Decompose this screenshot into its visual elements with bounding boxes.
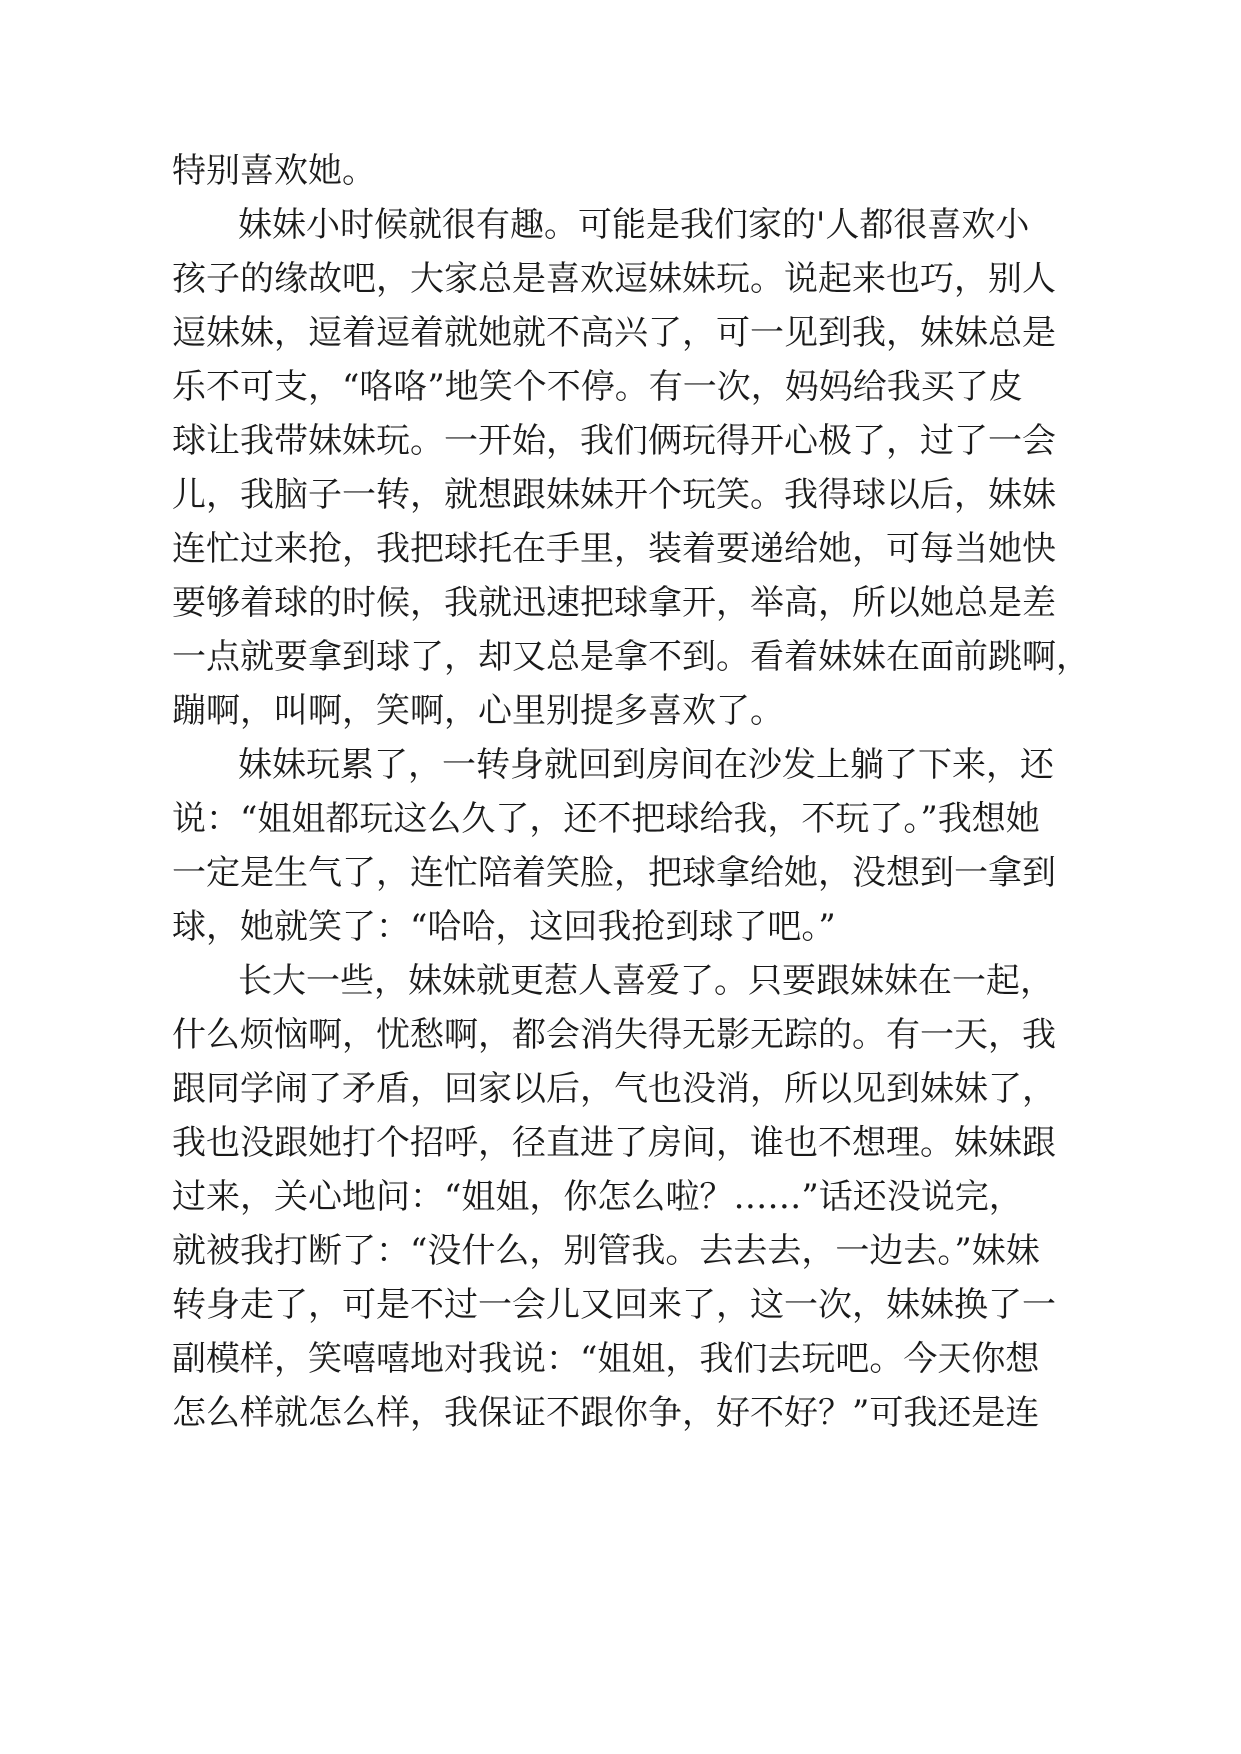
text-line: 蹦啊，叫啊，笑啊，心里别提多喜欢了。 [172,691,784,731]
text-line: 就被我打断了：“没什么，别管我。去去去，一边去。”妹妹 [172,1231,1040,1271]
paragraph-first-line: 妹妹小时候就很有趣。可能是我们家的'人都很喜欢小 [238,205,1030,245]
text-line: 儿，我脑子一转，就想跟妹妹开个玩笑。我得球以后，妹妹 [172,475,1056,515]
text-line: 跟同学闹了矛盾，回家以后，气也没消，所以见到妹妹了， [172,1069,1056,1109]
text-line: 要够着球的时候，我就迅速把球拿开，举高，所以她总是差 [172,583,1056,623]
text-line: 怎么样就怎么样，我保证不跟你争，好不好？”可我还是连 [172,1393,1040,1433]
text-line: 球让我带妹妹玩。一开始，我们俩玩得开心极了，过了一会 [172,421,1056,461]
paragraph-first-line: 妹妹玩累了，一转身就回到房间在沙发上躺了下来，还 [238,745,1054,785]
text-line: 过来，关心地问：“姐姐，你怎么啦？……”话还没说完， [172,1177,1023,1217]
text-line: 我也没跟她打个招呼，径直进了房间，谁也不想理。妹妹跟 [172,1123,1056,1163]
text-line: 一定是生气了，连忙陪着笑脸，把球拿给她，没想到一拿到 [172,853,1056,893]
text-line: 什么烦恼啊，忧愁啊，都会消失得无影无踪的。有一天，我 [172,1015,1056,1055]
text-line: 连忙过来抢，我把球托在手里，装着要递给她，可每当她快 [172,529,1056,569]
text-line: 特别喜欢她。 [172,151,376,191]
text-line: 孩子的缘故吧，大家总是喜欢逗妹妹玩。说起来也巧，别人 [172,259,1056,299]
text-line: 副模样，笑嘻嘻地对我说：“姐姐，我们去玩吧。今天你想 [172,1339,1040,1379]
text-line: 转身走了，可是不过一会儿又回来了，这一次，妹妹换了一 [172,1285,1056,1325]
text-line: 逗妹妹，逗着逗着就她就不高兴了，可一见到我，妹妹总是 [172,313,1056,353]
text-line: 说：“姐姐都玩这么久了，还不把球给我，不玩了。”我想她 [172,799,1040,839]
paragraph-first-line: 长大一些，妹妹就更惹人喜爱了。只要跟妹妹在一起， [238,961,1054,1001]
text-line: 球，她就笑了：“哈哈，这回我抢到球了吧。” [172,907,836,947]
text-line: 乐不可支，“咯咯”地笑个不停。有一次，妈妈给我买了皮 [172,367,1023,407]
text-line: 一点就要拿到球了，却又总是拿不到。看着妹妹在面前跳啊， [172,637,1090,677]
